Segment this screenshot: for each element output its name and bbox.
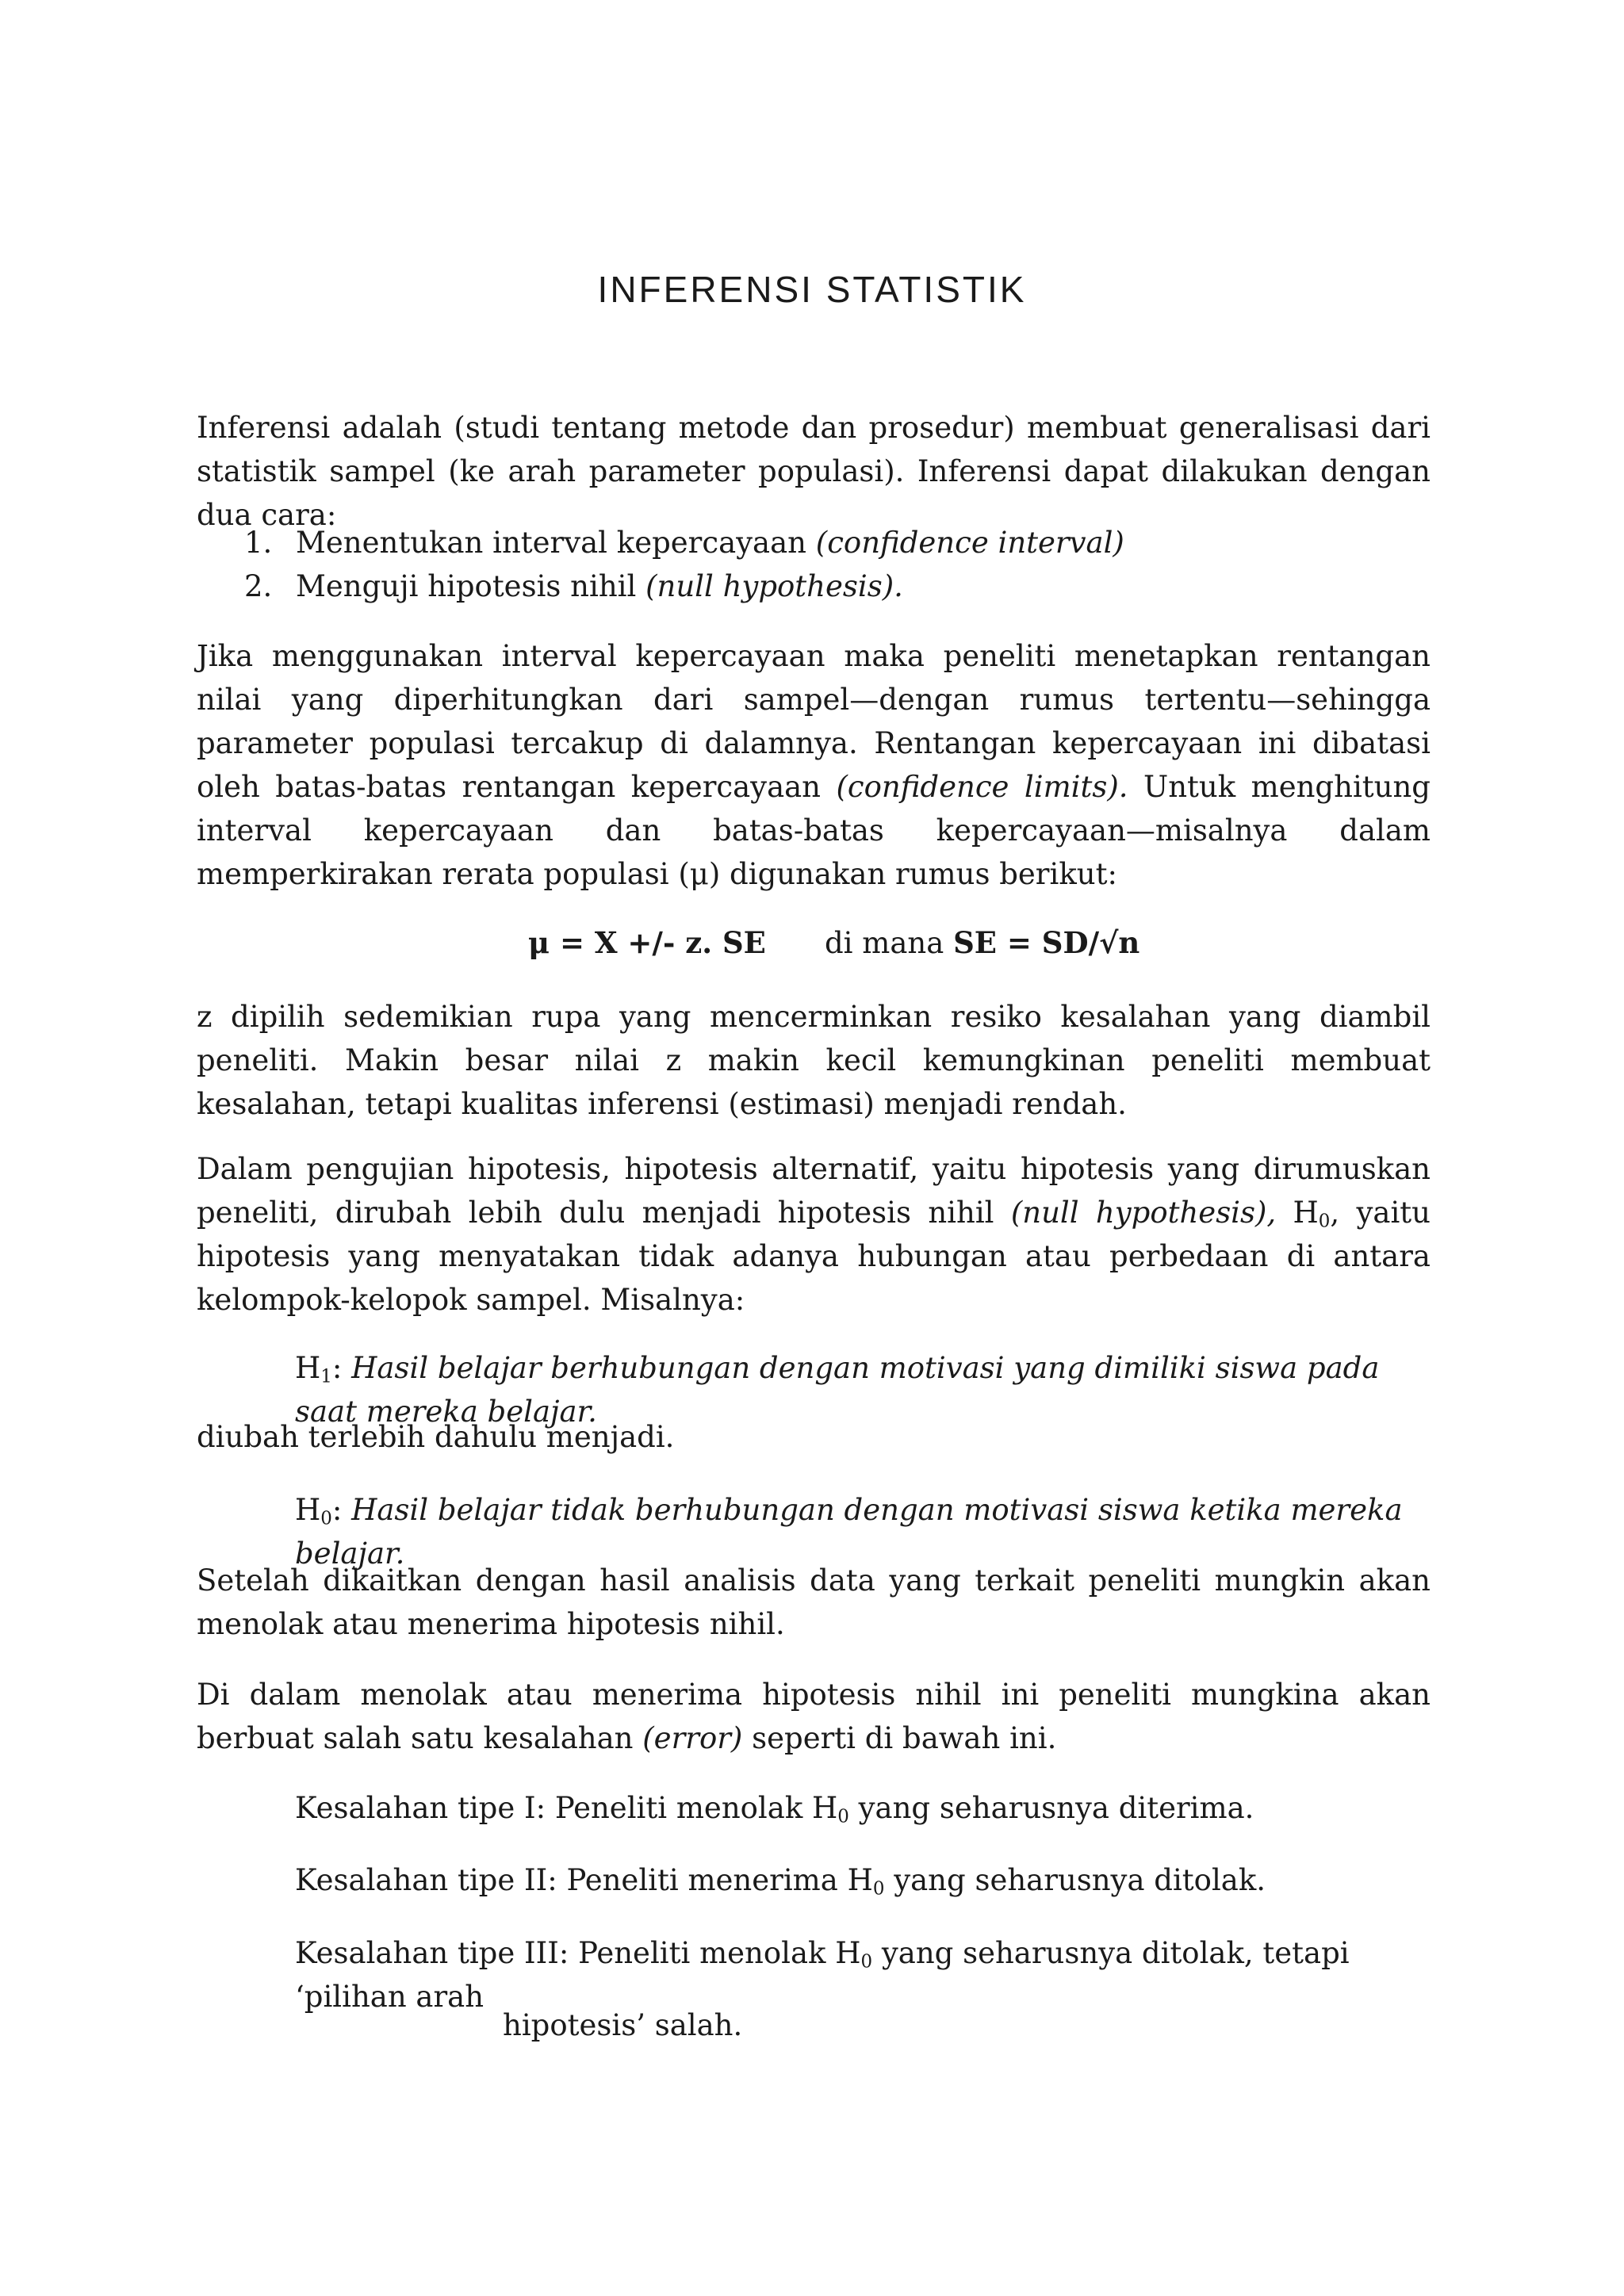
formula-se-definition: SE = SD/√n bbox=[953, 925, 1140, 960]
hyp-italic: (null hypothesis), bbox=[1010, 1196, 1277, 1230]
interval-text-b: Untuk menghitung interval kepercayaan dan batas-batas kepercayaan—misalnya dalam memperkirakan rerata populasi (μ) digunakan rumus berikut: bbox=[197, 770, 1431, 891]
h0-label: H bbox=[295, 1493, 321, 1527]
list-item bbox=[197, 564, 1431, 608]
intro-paragraph: Inferensi adalah (studi tentang metode dan prosedur) membuat generalisasi dari statistik sampel (ke arah parameter populasi). Inferensi dapat dilakukan dengan dua cara: bbox=[197, 411, 1431, 532]
error-type-text: Kesalahan tipe III: Peneliti menolak H bbox=[295, 1936, 861, 1970]
hyp-text-a: Dalam pengujian hipotesis, hipotesis alternatif, yaitu hipotesis yang dirumuskan peneliti, dirubah lebih dulu menjadi hipotesis nihil bbox=[197, 1152, 1431, 1230]
interval-text-a: Jika menggunakan interval kepercayaan maka peneliti menetapkan rentangan nilai yang diperhitungkan dari sampel—dengan rumus tertentu—sehingga parameter populasi tercakup di dalamnya. Rentangan kepercayaan ini dibatasi oleh batas-batas rentangan kepercayaan bbox=[197, 639, 1431, 804]
formula-mean: μ = X +/- z. SE bbox=[528, 925, 766, 960]
error-type-1 bbox=[295, 1786, 1431, 1830]
changed-line: diubah terlebih dahulu menjadi. bbox=[197, 1420, 675, 1454]
h1-sub: 1 bbox=[320, 1366, 332, 1387]
z-paragraph: z dipilih sedemikian rupa yang mencerminkan resiko kesalahan yang diambil peneliti. Makin besar nilai z makin kecil kemungkinan peneliti membuat kesalahan, tetapi kualitas inferensi (estimasi) menjadi rendah. bbox=[197, 1000, 1431, 1121]
list-item bbox=[197, 521, 1431, 564]
list-italic: (null hypothesis). bbox=[645, 569, 903, 603]
h0-text: Hasil belajar tidak berhubungan dengan motivasi siswa ketika mereka belajar. bbox=[295, 1493, 1403, 1571]
interval-italic: (confidence limits). bbox=[836, 770, 1128, 804]
formula-prefix: di mana bbox=[825, 926, 954, 960]
h1-colon: : bbox=[331, 1351, 352, 1385]
hyp-h: H bbox=[1276, 1196, 1319, 1230]
error-type-3-continued: hipotesis’ salah. bbox=[503, 2008, 743, 2042]
hyp-sub: 0 bbox=[1318, 1211, 1331, 1232]
list-text: Menentukan interval kepercayaan bbox=[296, 526, 816, 560]
error-italic: (error) bbox=[642, 1721, 743, 1755]
method-list bbox=[197, 521, 1431, 608]
after-paragraph: Setelah dikaitkan dengan hasil analisis data yang terkait peneliti mungkin akan menolak atau menerima hipotesis nihil. bbox=[197, 1563, 1431, 1641]
error-type-text: yang seharusnya ditolak. bbox=[884, 1863, 1266, 1897]
error-type-text: yang seharusnya diterima. bbox=[848, 1791, 1254, 1825]
list-italic: (confidence interval) bbox=[815, 526, 1124, 560]
hyp-text-b: , yaitu hipotesis yang menyatakan tidak adanya hubungan atau perbedaan di antara kelompok-kelopok sampel. Misalnya: bbox=[197, 1196, 1431, 1317]
error-type-sub: 0 bbox=[872, 1878, 885, 1900]
error-type-sub: 0 bbox=[860, 1951, 873, 1973]
error-type-text: yang seharusnya ditolak, tetapi ‘pilihan arah bbox=[295, 1936, 1350, 2014]
list-text: Menguji hipotesis nihil bbox=[296, 569, 646, 603]
page-title: INFERENSI STATISTIK bbox=[597, 269, 1027, 310]
error-type-2 bbox=[295, 1858, 1431, 1902]
error-paragraph bbox=[197, 1673, 1431, 1760]
interval-paragraph bbox=[197, 634, 1431, 896]
list-number: 2. bbox=[244, 569, 273, 603]
hypothesis-paragraph bbox=[197, 1147, 1431, 1322]
error-type-text: Kesalahan tipe II: Peneliti menerima H bbox=[295, 1863, 873, 1897]
list-number: 1. bbox=[244, 526, 273, 560]
error-type-sub: 0 bbox=[837, 1806, 849, 1827]
formula-se bbox=[825, 921, 1139, 965]
error-type-3 bbox=[295, 1931, 1431, 2019]
error-text-a: Di dalam menolak atau menerima hipotesis nihil ini peneliti mungkina akan berbuat salah satu kesalahan bbox=[197, 1678, 1431, 1755]
h0-sub: 0 bbox=[320, 1508, 332, 1529]
error-type-text: Kesalahan tipe I: Peneliti menolak H bbox=[295, 1791, 838, 1825]
h1-label: H bbox=[295, 1351, 321, 1385]
error-text-b: seperti di bawah ini. bbox=[742, 1721, 1057, 1755]
h0-colon: : bbox=[331, 1493, 352, 1527]
h1-text: Hasil belajar berhubungan dengan motivasi yang dimiliki siswa pada saat mereka belajar. bbox=[295, 1351, 1380, 1429]
